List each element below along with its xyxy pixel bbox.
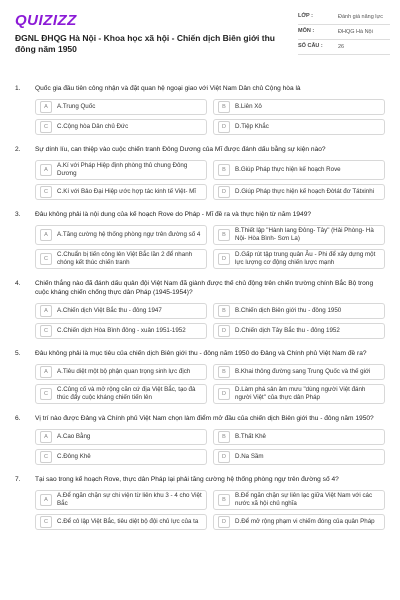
option-letter: D: [218, 451, 230, 463]
meta-value: 26: [338, 44, 345, 50]
worksheet-title: ĐGNL ĐHQG Hà Nội - Khoa học xã hội - Chiến dịch Biên giới thu đông năm 1950: [15, 33, 275, 54]
answer-option[interactable]: [35, 514, 207, 530]
options-grid: [15, 429, 385, 465]
question-text: Vị trí nào được Đảng và Chính phủ Việt Nam chọn làm điểm mở đầu của chiến dịch Biên giới thu - đông năm 1950?: [35, 415, 374, 422]
answer-option[interactable]: [213, 184, 385, 200]
question-number: 5.: [15, 350, 21, 357]
question-number: 2.: [15, 146, 21, 153]
question: [0, 145, 400, 200]
option-text: D.Na Sầm: [235, 453, 264, 460]
option-letter: C: [40, 451, 52, 463]
option-text: C.Đông Khê: [57, 453, 91, 460]
question-number: 1.: [15, 85, 21, 92]
option-text: C.Kí với Bảo Đại Hiệp ước hợp tác kinh tế Việt- Mĩ: [57, 188, 196, 195]
option-text: B.Thiết lập "Hành lang Đông- Tây" (Hải Phòng- Hà Nội- Hòa Bình- Sơn La): [235, 227, 374, 242]
option-letter: C: [40, 388, 52, 400]
option-text: D.Gấp rút tập trung quân Âu - Phi để xây dựng một lực lượng cơ động chiến lược mạnh: [235, 251, 376, 266]
option-letter: A: [40, 366, 52, 378]
question-text: Tại sao trong kế hoạch Rove, thực dân Pháp lại phải tăng cường hệ thống phòng ngự trên đường số 4?: [35, 476, 339, 483]
question-number: 4.: [15, 280, 21, 287]
answer-option[interactable]: [213, 364, 385, 380]
question-text-row: [15, 84, 385, 93]
option-letter: C: [40, 325, 52, 337]
option-text: A.Trung Quốc: [57, 103, 96, 110]
answer-option[interactable]: [213, 160, 385, 180]
answer-option[interactable]: [213, 429, 385, 445]
option-text: B.Khai thông đường sang Trung Quốc và thế giới: [235, 368, 371, 375]
option-text: D.Giúp Pháp thực hiện kế hoạch Đờlát đơ Tátxinhi: [235, 188, 375, 195]
answer-option[interactable]: [35, 364, 207, 380]
question: [0, 210, 400, 269]
question: [0, 84, 400, 135]
answer-option[interactable]: [213, 99, 385, 115]
option-text: C.Cộng hòa Dân chủ Đức: [57, 123, 129, 130]
option-letter: A: [40, 164, 52, 176]
option-text: C.Củng cố và mở rộng căn cứ địa Việt Bắc, tạo đà thúc đẩy cuộc kháng chiến tiến lên: [57, 386, 196, 401]
answer-option[interactable]: [213, 384, 385, 404]
question-number: 3.: [15, 211, 21, 218]
meta-key: MÔN :: [298, 28, 315, 34]
answer-option[interactable]: [35, 429, 207, 445]
options-grid: [15, 364, 385, 404]
question-text-row: [15, 145, 385, 154]
answer-option[interactable]: [35, 384, 207, 404]
option-text: D.Để mở rộng phạm vi chiếm đóng của quân Pháp: [235, 518, 375, 525]
option-letter: C: [40, 186, 52, 198]
answer-option[interactable]: [35, 490, 207, 510]
option-text: A.Tăng cường hệ thống phòng ngự trên đường số 4: [57, 231, 201, 238]
options-grid: [15, 225, 385, 269]
answer-option[interactable]: [35, 99, 207, 115]
option-text: A.Để ngăn chặn sự chi viện từ liên khu 3 - 4 cho Việt Bắc: [57, 492, 202, 507]
option-letter: C: [40, 516, 52, 528]
answer-option[interactable]: [213, 323, 385, 339]
option-letter: B: [218, 494, 230, 506]
meta-value: ĐHQG Hà Nội: [338, 29, 373, 35]
options-grid: [15, 99, 385, 135]
answer-option[interactable]: [213, 514, 385, 530]
answer-option[interactable]: [213, 490, 385, 510]
meta-value: Đánh giá năng lực: [338, 14, 383, 20]
meta-key: SỐ CÂU :: [298, 43, 323, 49]
answer-option[interactable]: [35, 119, 207, 135]
option-letter: C: [40, 121, 52, 133]
meta-row: [298, 10, 390, 25]
question-text: Sự dính líu, can thiệp vào cuộc chiến tranh Đông Dương của Mĩ được đánh dấu bằng sự kiện nào?: [35, 146, 326, 153]
answer-option[interactable]: [213, 449, 385, 465]
answer-option[interactable]: [35, 323, 207, 339]
meta-key: LỚP :: [298, 13, 313, 19]
question-list: [0, 84, 400, 540]
option-letter: D: [218, 186, 230, 198]
worksheet-header: [0, 0, 400, 74]
option-text: A.Cao Bằng: [57, 433, 91, 440]
question-text-row: [15, 475, 385, 484]
question-text: Chiến thắng nào đã đánh dấu quân đội Việt Nam đã giành được thế chủ động trên chiến trường chính Bắc Bộ trong cuộc kháng chiến chống thực dân Pháp (1945-1954)?: [35, 280, 374, 296]
option-text: C.Chuẩn bị tiến công lên Việt Bắc lần 2 để nhanh chóng kết thúc chiến tranh: [57, 251, 193, 266]
option-letter: B: [218, 164, 230, 176]
option-text: C.Chiến dịch Hòa Bình đông - xuân 1951-1952: [57, 327, 186, 334]
option-letter: A: [40, 431, 52, 443]
options-grid: [15, 160, 385, 200]
option-letter: B: [218, 229, 230, 241]
option-text: A.Chiến dịch Việt Bắc thu - đông 1947: [57, 307, 162, 314]
answer-option[interactable]: [213, 249, 385, 269]
question-number: 6.: [15, 415, 21, 422]
option-letter: A: [40, 494, 52, 506]
option-text: D.Làm phá sản âm mưu "dùng người Việt đánh người Việt" của thực dân Pháp: [235, 386, 366, 401]
option-letter: D: [218, 388, 230, 400]
option-letter: D: [218, 325, 230, 337]
question-text-row: [15, 349, 385, 358]
meta-row: [298, 40, 390, 55]
option-letter: A: [40, 229, 52, 241]
question-text: Đâu không phải là nội dung của kế hoạch Rove do Pháp - Mĩ đề ra và thực hiện từ năm 1949?: [35, 211, 312, 218]
answer-option[interactable]: [35, 184, 207, 200]
question-text-row: [15, 414, 385, 423]
meta-table: [298, 10, 390, 55]
answer-option[interactable]: [213, 225, 385, 245]
option-text: D.Chiến dịch Tây Bắc thu - đông 1952: [235, 327, 340, 334]
option-letter: B: [218, 431, 230, 443]
option-text: B.Chiến dịch Biên giới thu - đông 1950: [235, 307, 342, 314]
option-letter: A: [40, 305, 52, 317]
question-text-row: [15, 279, 385, 297]
option-text: B.Giúp Pháp thực hiện kế hoạch Rove: [235, 166, 341, 173]
question: [0, 279, 400, 339]
option-letter: B: [218, 101, 230, 113]
option-text: A.Kí với Pháp Hiệp định phòng thủ chung Đông Dương: [57, 162, 188, 177]
option-letter: B: [218, 305, 230, 317]
question-number: 7.: [15, 476, 21, 483]
answer-option[interactable]: [35, 449, 207, 465]
option-text: B.Thất Khê: [235, 433, 266, 440]
question-text-row: [15, 210, 385, 219]
question: [0, 475, 400, 530]
option-text: C.Để cô lập Việt Bắc, tiêu diệt bộ đội chủ lực của ta: [57, 518, 199, 525]
options-grid: [15, 303, 385, 339]
question-text: Đâu không phải là mục tiêu của chiến dịch Biên giới thu - đông năm 1950 do Đảng và Chính phủ Việt Nam đề ra?: [35, 350, 367, 357]
quizizz-logo: QUIZIZZ: [15, 12, 77, 29]
option-letter: C: [40, 253, 52, 265]
answer-option[interactable]: [35, 249, 207, 269]
meta-row: [298, 25, 390, 40]
option-letter: D: [218, 516, 230, 528]
option-letter: D: [218, 121, 230, 133]
question-text: Quốc gia đầu tiên công nhận và đặt quan hệ ngoại giao với Việt Nam Dân chủ Cộng hòa là: [35, 85, 301, 92]
answer-option[interactable]: [35, 303, 207, 319]
option-text: B.Liên Xô: [235, 103, 262, 110]
answer-option[interactable]: [35, 160, 207, 180]
answer-option[interactable]: [213, 119, 385, 135]
option-letter: B: [218, 366, 230, 378]
question: [0, 414, 400, 465]
option-letter: A: [40, 101, 52, 113]
answer-option[interactable]: [35, 225, 207, 245]
option-text: D.Tiệp Khắc: [235, 123, 269, 130]
answer-option[interactable]: [213, 303, 385, 319]
option-text: A.Tiêu diệt một bộ phận quan trọng sinh lực địch: [57, 368, 191, 375]
options-grid: [15, 490, 385, 530]
option-text: B.Để ngăn chặn sự liên lạc giữa Việt Nam với các nước xã hội chủ nghĩa: [235, 492, 373, 507]
question: [0, 349, 400, 404]
option-letter: D: [218, 253, 230, 265]
